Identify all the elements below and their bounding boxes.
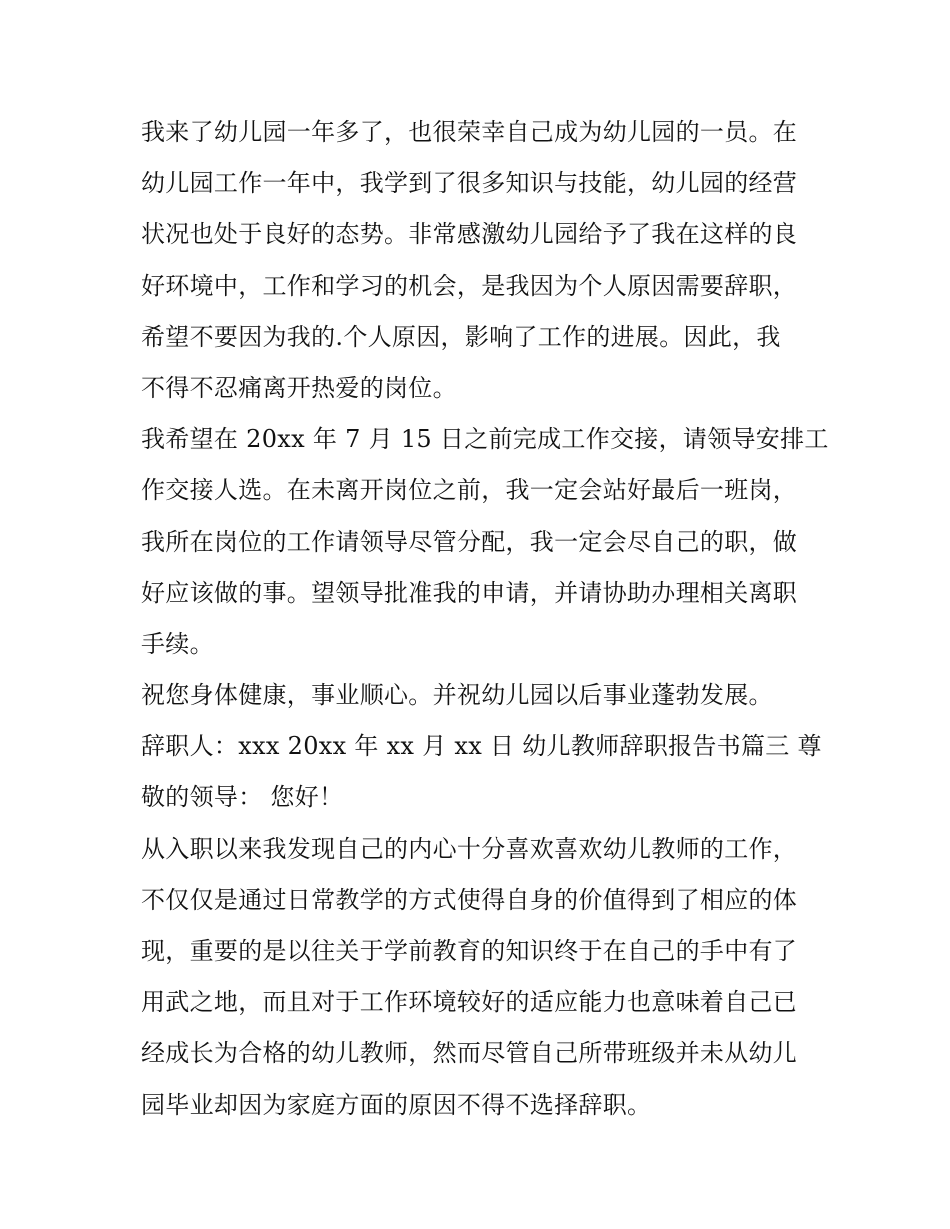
text-line: 辞职人：xxx 20xx 年 xx 月 xx 日 幼儿教师辞职报告书篇三 尊 [141,732,822,761]
text-line: 我所在岗位的工作请领导尽管分配，我一定会尽自己的职，做 [141,527,798,556]
text-line: 好应该做的事。望领导批准我的申请，并请协助办理相关离职 [141,578,798,607]
text-line: 幼儿园工作一年中，我学到了很多知识与技能，幼儿园的经营 [141,169,798,198]
text-line: 敬的领导： 您好！ [141,783,344,812]
text-line: 状况也处于良好的态势。非常感激幼儿园给予了我在这样的良 [141,220,798,249]
text-line: 不得不忍痛离开热爱的岗位。 [141,373,457,402]
text-line: 我希望在 20xx 年 7 月 15 日之前完成工作交接，请领导安排工 [141,425,829,454]
text-line: 希望不要因为我的.个人原因，影响了工作的进展。因此，我 [141,322,781,351]
text-line: 从入职以来我发现自己的内心十分喜欢喜欢幼儿教师的工作， [141,834,798,863]
text-line: 园毕业却因为家庭方面的原因不得不选择辞职。 [141,1090,652,1119]
text-line: 我来了幼儿园一年多了，也很荣幸自己成为幼儿园的一员。在 [141,118,798,146]
text-line: 手续。 [141,629,214,658]
text-line: 祝您身体健康，事业顺心。并祝幼儿园以后事业蓬勃发展。 [141,681,773,710]
text-line: 作交接人选。在未离开岗位之前，我一定会站好最后一班岗， [141,476,798,505]
text-line: 好环境中，工作和学习的机会，是我因为个人原因需要辞职， [141,271,798,300]
text-line: 现，重要的是以往关于学前教育的知识终于在自己的手中有了 [141,937,798,965]
text-line: 经成长为合格的幼儿教师，然而尽管自己所带班级并未从幼儿 [141,1039,798,1068]
text-line: 用武之地，而且对于工作环境较好的适应能力也意味着自己已 [141,988,798,1017]
text-line: 不仅仅是通过日常教学的方式使得自身的价值得到了相应的体 [141,885,798,914]
document-body [141,107,829,1131]
